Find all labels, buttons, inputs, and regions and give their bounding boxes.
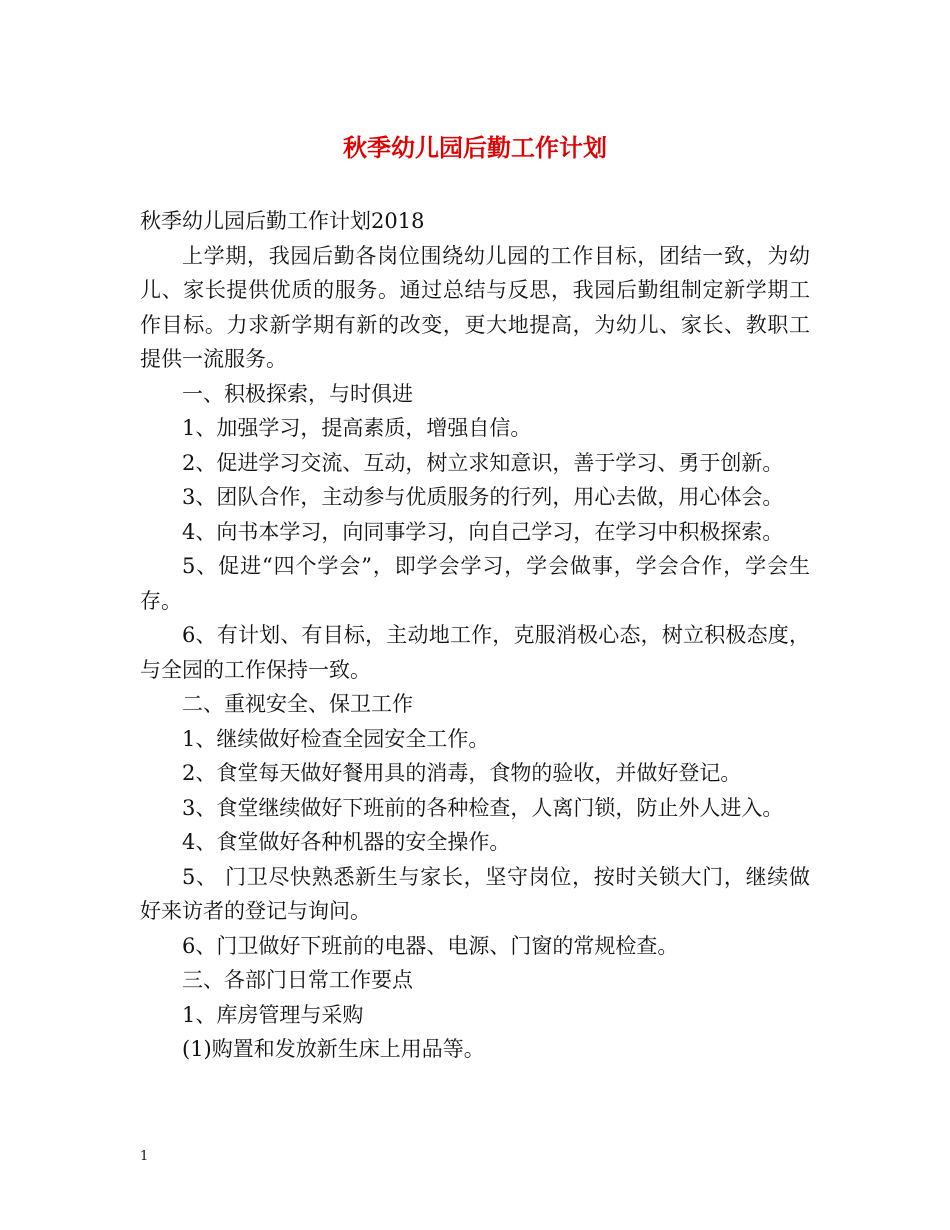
list-item: 4、食堂做好各种机器的安全操作。 xyxy=(182,830,511,854)
section-heading-3: 三、各部门日常工作要点 xyxy=(182,968,413,992)
list-item: 5、促进“四个学会”，即学会学习，学会做事，学会合作，学会生存。 xyxy=(140,554,810,613)
document-title: 秋季幼儿园后勤工作计划 xyxy=(343,133,607,162)
list-item: 1、库房管理与采购 xyxy=(182,1002,364,1027)
paragraph-intro: 上学期，我园后勤各岗位围绕幼儿园的工作目标，团结一致，为幼儿、家长提供优质的服务。通过总结与反思，我园后勤组制定新学期工作目标。力求新学期有新的改变，更大地提高，为幼儿、家长、教职工提供一流服务。 xyxy=(140,243,810,371)
list-item: 3、食堂继续做好下班前的各种检查，人离门锁，防止外人进入。 xyxy=(182,795,784,820)
list-item: 6、有计划、有目标，主动地工作，克服消极心态，树立积极态度，与全园的工作保持一致。 xyxy=(140,623,810,682)
page-number: 1 xyxy=(140,1149,149,1164)
list-item: 2、食堂每天做好餐用具的消毒，食物的验收，并做好登记。 xyxy=(182,761,742,785)
list-item: 5、 门卫尽快熟悉新生与家长，坚守岗位，按时关锁大门，继续做好来访者的登记与询问。 xyxy=(140,864,810,923)
section-heading-2: 二、重视安全、保卫工作 xyxy=(182,692,413,716)
section-heading-1: 一、积极探索，与时俱进 xyxy=(182,381,413,406)
list-item: 4、向书本学习，向同事学习，向自己学习，在学习中积极探索。 xyxy=(182,519,784,544)
list-item: 1、加强学习，提高素质，增强自信。 xyxy=(182,416,532,440)
list-item: 1、继续做好检查全园安全工作。 xyxy=(182,726,490,751)
list-item: 6、门卫做好下班前的电器、电源、门窗的常规检查。 xyxy=(182,933,679,958)
list-item: 2、促进学习交流、互动，树立求知意识，善于学习、勇于创新。 xyxy=(182,450,784,475)
list-item: (1)购置和发放新生床上用品等。 xyxy=(182,1037,485,1061)
paragraph-subtitle: 秋季幼儿园后勤工作计划2018 xyxy=(140,209,425,233)
list-item: 3、团队合作，主动参与优质服务的行列，用心去做，用心体会。 xyxy=(182,485,784,509)
document-body xyxy=(140,204,810,1067)
